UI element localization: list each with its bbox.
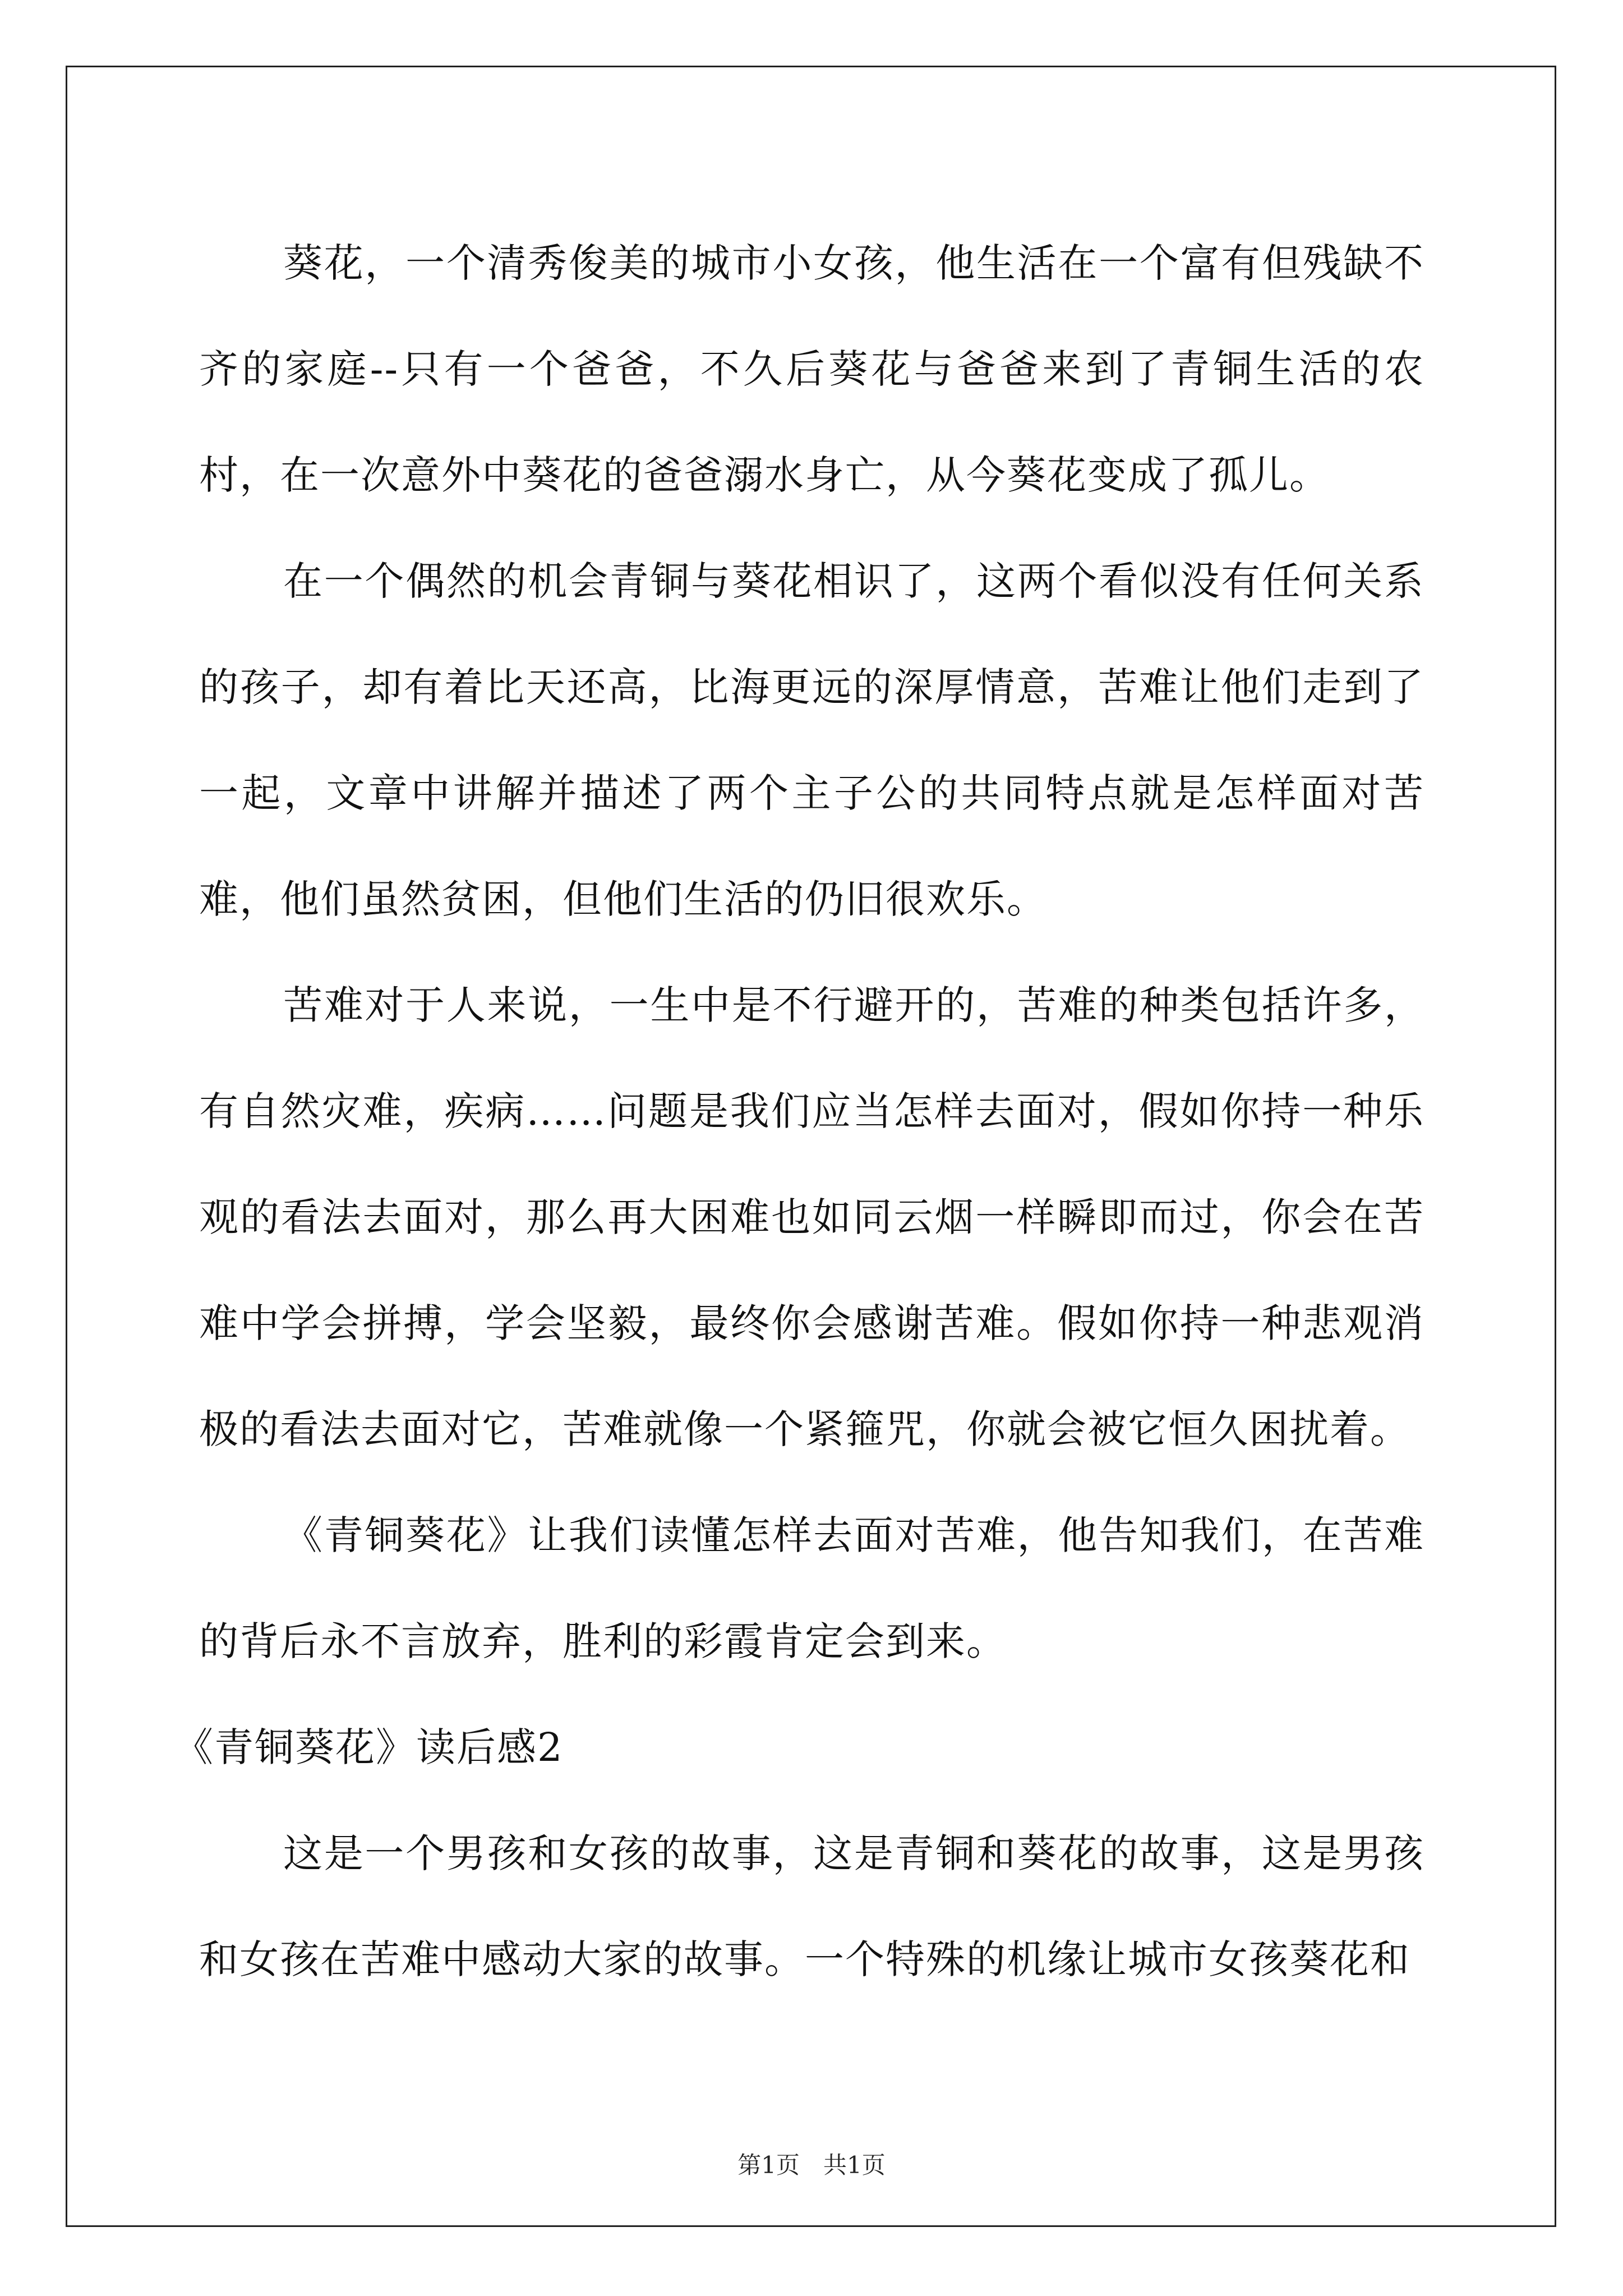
section-heading: 《青铜葵花》读后感2 <box>174 1724 564 1770</box>
paragraph-2: 在一个偶然的机会青铜与葵花相识了，这两个看似没有任何关系的孩子，却有着比天还高，比海更远的深厚情意，苦难让他们走到了一起，文章中讲解并描述了两个主子公的共同特点就是怎样面对苦难，他们虽然贫困，但他们生活的仍旧很欢乐。 <box>199 558 1424 922</box>
paragraph-5: 这是一个男孩和女孩的故事，这是青铜和葵花的故事，这是男孩和女孩在苦难中感动大家的故事。一个特殊的机缘让城市女孩葵花和 <box>199 1830 1424 1982</box>
document-body <box>174 210 1424 2013</box>
paragraph-1: 葵花，一个清秀俊美的城市小女孩，他生活在一个富有但残缺不齐的家庭--只有一个爸爸，不久后葵花与爸爸来到了青铜生活的农村，在一次意外中葵花的爸爸溺水身亡，从今葵花变成了孤儿。 <box>199 240 1424 498</box>
page-footer: 第1页 共1页 <box>737 2151 886 2179</box>
paragraph-4: 《青铜葵花》让我们读懂怎样去面对苦难，他告知我们，在苦难的背后永不言放弃，胜利的彩霞肯定会到来。 <box>199 1512 1424 1664</box>
paragraph-3: 苦难对于人来说，一生中是不行避开的，苦难的种类包括许多，有自然灾难，疾病……问题是我们应当怎样去面对，假如你持一种乐观的看法去面对，那么再大困难也如同云烟一样瞬即而过，你会在苦难中学会拼搏，学会坚毅，最终你会感谢苦难。假如你持一种悲观消极的看法去面对它，苦难就像一个紧箍咒，你就会被它恒久困扰着。 <box>199 982 1424 1452</box>
